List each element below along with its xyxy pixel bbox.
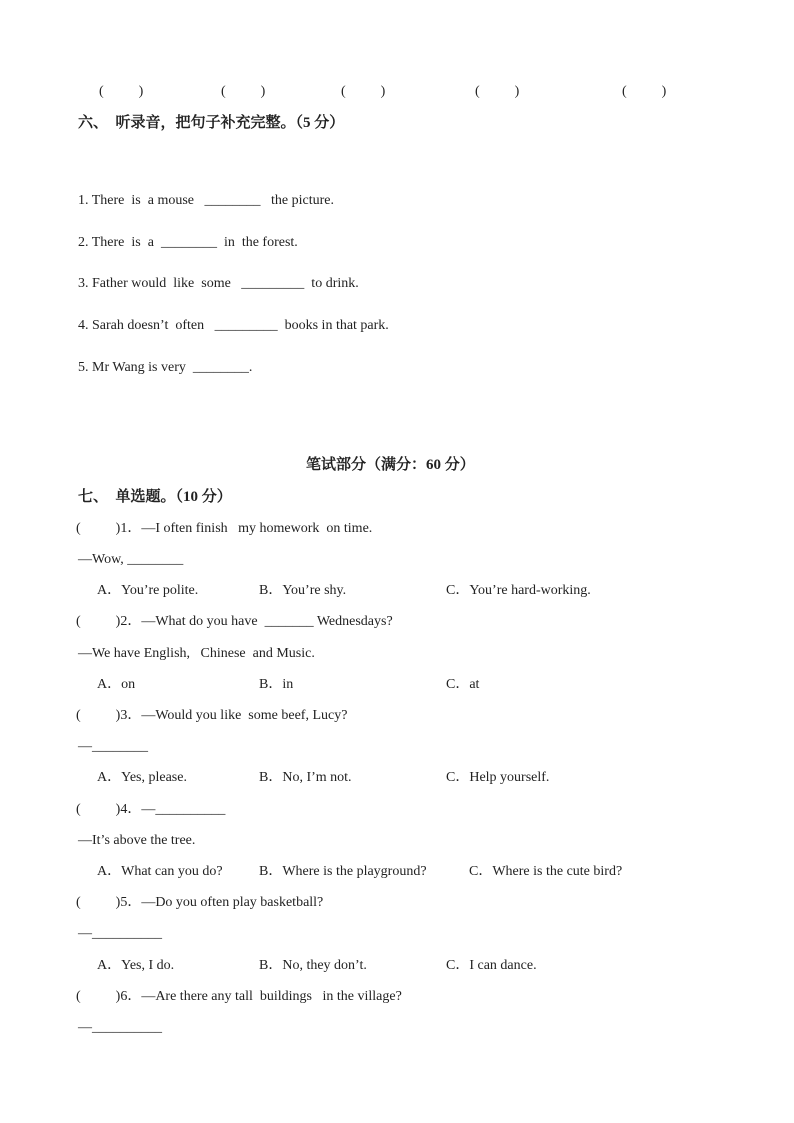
question-stem: ( )6．—Are there any tall buildings in the village?: [76, 989, 402, 1004]
question-response: —It’s above the tree.: [78, 833, 196, 848]
question-response: —________: [78, 739, 148, 754]
option-c: C．You’re hard-working.: [446, 583, 591, 598]
section-7-heading: 七、 单选题。（10 分）: [78, 489, 232, 505]
answer-blank-paren: ( ): [99, 84, 144, 99]
answer-blank-paren: ( ): [475, 84, 520, 99]
fill-in-item: 4. Sarah doesn’t often _________ books in that park.: [78, 318, 389, 333]
fill-in-item: 2. There is a ________ in the forest.: [78, 235, 298, 250]
option-b: B．Where is the playground?: [259, 864, 427, 879]
option-b: B．No, they don’t.: [259, 958, 367, 973]
fill-in-item: 3. Father would like some _________ to drink.: [78, 276, 359, 291]
answer-blank-paren: ( ): [622, 84, 667, 99]
question-stem: ( )5．—Do you often play basketball?: [76, 895, 324, 910]
option-c: C．Where is the cute bird?: [469, 864, 623, 879]
option-a: A．Yes, please.: [97, 770, 187, 785]
question-stem: ( )2．—What do you have _______ Wednesdays?: [76, 614, 393, 629]
option-c: C．Help yourself.: [446, 770, 550, 785]
answer-blank-paren: ( ): [221, 84, 266, 99]
option-b: B．No, I’m not.: [259, 770, 352, 785]
section-6-heading: 六、 听录音，把句子补充完整。（5 分）: [78, 115, 345, 131]
question-response: —__________: [78, 1020, 162, 1035]
question-stem: ( )4．—__________: [76, 802, 226, 817]
option-b: B．in: [259, 677, 294, 692]
fill-in-item: 1. There is a mouse ________ the picture.: [78, 193, 334, 208]
option-c: C．at: [446, 677, 480, 692]
answer-blank-paren: ( ): [341, 84, 386, 99]
question-response: —__________: [78, 926, 162, 941]
option-c: C．I can dance.: [446, 958, 537, 973]
question-stem: ( )3．—Would you like some beef, Lucy?: [76, 708, 348, 723]
option-a: A．What can you do?: [97, 864, 223, 879]
option-a: A．on: [97, 677, 136, 692]
option-a: A．Yes, I do.: [97, 958, 175, 973]
option-b: B．You’re shy.: [259, 583, 347, 598]
fill-in-item: 5. Mr Wang is very ________.: [78, 360, 253, 375]
written-part-title: 笔试部分（满分：60 分）: [306, 457, 475, 473]
option-a: A．You’re polite.: [97, 583, 199, 598]
question-response: —We have English, Chinese and Music.: [78, 646, 315, 661]
question-response: —Wow, ________: [78, 552, 184, 567]
question-stem: ( )1．—I often finish my homework on time.: [76, 521, 373, 536]
